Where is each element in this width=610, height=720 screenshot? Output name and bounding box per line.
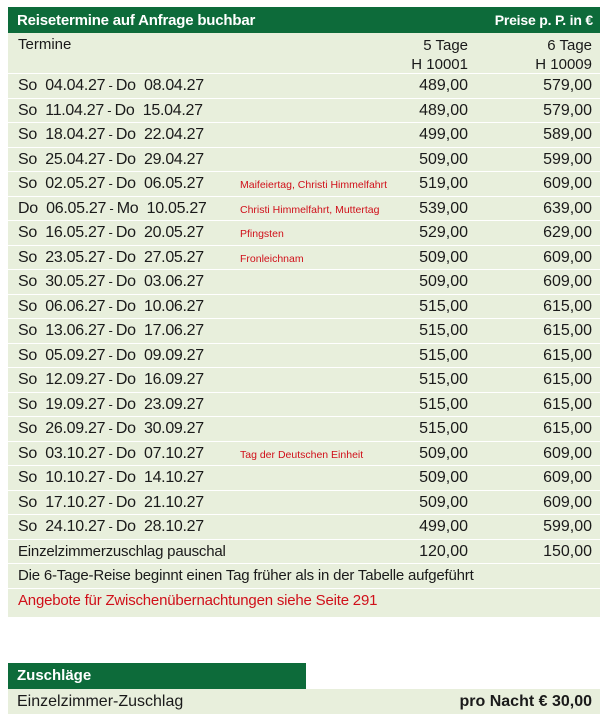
table-row xyxy=(8,123,600,148)
price-5-days: 515,00 xyxy=(419,297,468,315)
price-6-days: 615,00 xyxy=(543,297,592,315)
from-date: 16.05.27 xyxy=(45,224,106,241)
price-6-days: 579,00 xyxy=(543,77,592,94)
to-day: Do xyxy=(115,273,136,290)
single-room-surcharge-row xyxy=(8,540,600,565)
info-note-row xyxy=(8,564,600,589)
date-separator: - xyxy=(105,470,116,485)
to-date: 14.10.27 xyxy=(143,469,204,486)
from-day: So xyxy=(18,371,37,388)
date-separator: - xyxy=(105,372,116,387)
from-day: So xyxy=(18,493,37,511)
date-range xyxy=(18,466,204,491)
date-separator: - xyxy=(105,151,116,167)
table-row xyxy=(8,491,600,516)
date-range xyxy=(18,442,204,467)
from-day: So xyxy=(18,126,37,143)
price-6-days: 615,00 xyxy=(543,322,592,339)
to-date: 09.09.27 xyxy=(143,346,204,364)
to-day: Do xyxy=(115,420,136,437)
price-5-days: 499,00 xyxy=(419,126,468,143)
price-5-days: 509,00 xyxy=(419,150,468,168)
surcharges-header: Zuschläge xyxy=(8,663,306,689)
to-day: Do xyxy=(115,297,136,315)
table-row xyxy=(8,99,600,124)
from-date: 03.10.27 xyxy=(45,444,106,462)
from-day: So xyxy=(18,469,37,486)
to-date: 29.04.27 xyxy=(143,150,204,168)
to-day: Do xyxy=(115,150,136,168)
table-row xyxy=(8,515,600,540)
panel-title: Reisetermine auf Anfrage buchbar xyxy=(17,11,256,29)
column-6-days-label: 6 Tage xyxy=(547,37,592,54)
price-6-days: 589,00 xyxy=(543,126,592,143)
surcharges-row xyxy=(8,689,600,714)
from-day: So xyxy=(18,444,37,462)
holiday-note: Christi Himmelfahrt, Muttertag xyxy=(240,203,380,216)
to-date: 07.10.27 xyxy=(143,444,204,462)
from-date: 25.04.27 xyxy=(45,150,106,168)
from-date: 18.04.27 xyxy=(45,126,106,143)
to-date: 22.04.27 xyxy=(143,126,204,143)
table-row xyxy=(8,74,600,99)
date-separator: - xyxy=(103,102,115,118)
from-day: So xyxy=(18,346,37,364)
to-day: Do xyxy=(115,444,136,462)
holiday-note: Maifeiertag, Christi Himmelfahrt xyxy=(240,179,388,191)
price-label: Preise p. P. in € xyxy=(494,12,593,28)
from-day: So xyxy=(18,297,37,315)
price-5-days: 515,00 xyxy=(419,420,468,437)
to-date: 10.05.27 xyxy=(146,199,207,217)
date-range xyxy=(18,344,204,369)
price-5-days: 499,00 xyxy=(419,518,468,535)
from-day: So xyxy=(18,395,37,413)
table-row xyxy=(8,246,600,271)
price-5-days: 515,00 xyxy=(419,395,468,413)
date-range xyxy=(18,221,204,246)
table-row xyxy=(8,466,600,491)
price-5-days: 509,00 xyxy=(419,248,468,266)
table-row xyxy=(8,197,600,222)
price-5-days: 515,00 xyxy=(419,322,468,339)
to-day: Do xyxy=(115,175,136,192)
price-6-days: 609,00 xyxy=(543,444,592,462)
from-day: So xyxy=(18,518,37,535)
table-row xyxy=(8,442,600,467)
to-day: Do xyxy=(115,248,136,266)
surcharges-label: Einzelzimmer-Zuschlag xyxy=(17,693,184,710)
panel-header xyxy=(8,7,600,33)
holiday-note: Tag der Deutschen Einheit xyxy=(240,448,364,461)
price-6-days: 609,00 xyxy=(543,175,592,192)
date-separator: - xyxy=(105,519,116,534)
price-5-days: 489,00 xyxy=(419,101,468,119)
date-separator: - xyxy=(105,298,116,314)
to-day: Do xyxy=(115,518,136,535)
price-6-days: 639,00 xyxy=(543,199,592,217)
date-separator: - xyxy=(105,445,116,461)
date-separator: - xyxy=(105,176,116,191)
date-range xyxy=(18,515,204,540)
price-6-days: 609,00 xyxy=(543,469,592,486)
from-day: So xyxy=(18,273,37,290)
date-range xyxy=(18,270,204,295)
date-range xyxy=(18,148,204,173)
price-6-days: 599,00 xyxy=(543,150,592,168)
table-row xyxy=(8,344,600,369)
from-date: 19.09.27 xyxy=(45,395,106,413)
holiday-note: Fronleichnam xyxy=(240,252,304,265)
from-date: 10.10.27 xyxy=(45,469,106,486)
from-date: 17.10.27 xyxy=(45,493,106,511)
date-separator: - xyxy=(105,494,116,510)
price-5-days: 529,00 xyxy=(419,224,468,241)
to-day: Do xyxy=(115,77,136,94)
from-date: 04.04.27 xyxy=(45,77,106,94)
table-row xyxy=(8,148,600,173)
from-date: 02.05.27 xyxy=(45,175,106,192)
to-date: 06.05.27 xyxy=(143,175,204,192)
table-row xyxy=(8,368,600,393)
offer-note-row xyxy=(8,589,600,617)
travel-dates-panel xyxy=(8,7,600,617)
price-5-days: 509,00 xyxy=(419,444,468,462)
to-date: 23.09.27 xyxy=(143,395,204,413)
date-separator: - xyxy=(105,396,116,412)
to-day: Do xyxy=(115,224,136,241)
to-day: Do xyxy=(115,126,136,143)
from-date: 06.06.27 xyxy=(45,297,106,315)
date-separator: - xyxy=(105,323,116,338)
to-date: 28.10.27 xyxy=(143,518,204,535)
from-date: 23.05.27 xyxy=(45,248,106,266)
column-header-row xyxy=(8,33,600,74)
from-date: 13.06.27 xyxy=(45,322,106,339)
from-date: 11.04.27 xyxy=(45,101,104,119)
to-date: 08.04.27 xyxy=(143,77,204,94)
price-6-days: 579,00 xyxy=(543,101,592,119)
column-5-days-label: 5 Tage xyxy=(423,37,468,54)
date-rows xyxy=(8,74,600,540)
from-day: So xyxy=(18,248,37,266)
price-5-days: 519,00 xyxy=(419,175,468,192)
column-6-days-code: H 10009 xyxy=(535,56,592,73)
column-5-days-code: H 10001 xyxy=(411,56,468,73)
to-date: 16.09.27 xyxy=(143,371,204,388)
to-day: Do xyxy=(115,469,136,486)
to-day: Mo xyxy=(116,199,139,217)
to-date: 27.05.27 xyxy=(143,248,204,266)
from-day: So xyxy=(18,150,37,168)
to-day: Do xyxy=(115,395,136,413)
from-day: So xyxy=(18,101,37,119)
table-row xyxy=(8,221,600,246)
to-day: Do xyxy=(115,371,136,388)
price-5-days: 509,00 xyxy=(419,469,468,486)
from-day: So xyxy=(18,77,37,94)
from-date: 12.09.27 xyxy=(45,371,106,388)
from-date: 30.05.27 xyxy=(45,273,106,290)
date-separator: - xyxy=(105,347,116,363)
price-6-days: 599,00 xyxy=(543,518,592,535)
table-row xyxy=(8,270,600,295)
price-6-days: 609,00 xyxy=(543,273,592,290)
price-6-days: 615,00 xyxy=(543,420,592,437)
date-range xyxy=(18,295,204,320)
column-5-days xyxy=(411,36,468,74)
table-row xyxy=(8,393,600,418)
date-range xyxy=(18,246,204,271)
from-day: So xyxy=(18,420,37,437)
price-6-days: 615,00 xyxy=(543,395,592,413)
price-6-days: 609,00 xyxy=(543,248,592,266)
date-range xyxy=(18,491,204,516)
price-6-days: 615,00 xyxy=(543,346,592,364)
price-6-days: 629,00 xyxy=(543,224,592,241)
from-day: So xyxy=(18,224,37,241)
date-range xyxy=(18,74,204,99)
date-range xyxy=(18,393,204,418)
price-5-days: 515,00 xyxy=(419,371,468,388)
date-range xyxy=(18,417,204,442)
date-range xyxy=(18,319,204,344)
to-day: Do xyxy=(114,101,135,119)
from-date: 05.09.27 xyxy=(45,346,106,364)
holiday-note: Pfingsten xyxy=(240,228,284,240)
date-range xyxy=(18,368,204,393)
price-5-days: 509,00 xyxy=(419,273,468,290)
surcharge-price-5: 120,00 xyxy=(419,542,468,560)
column-6-days xyxy=(535,36,592,74)
to-day: Do xyxy=(115,322,136,339)
info-note: Die 6-Tage-Reise beginnt einen Tag früher als in der Tabelle aufgeführt xyxy=(18,567,474,584)
from-date: 06.05.27 xyxy=(46,199,107,217)
from-day: Do xyxy=(18,199,38,217)
from-date: 24.10.27 xyxy=(45,518,106,535)
date-separator: - xyxy=(105,225,116,240)
price-5-days: 489,00 xyxy=(419,77,468,94)
to-date: 30.09.27 xyxy=(143,420,204,437)
price-5-days: 509,00 xyxy=(419,493,468,511)
to-date: 03.06.27 xyxy=(143,273,204,290)
date-separator: - xyxy=(105,274,116,289)
price-5-days: 515,00 xyxy=(419,346,468,364)
date-range xyxy=(18,99,203,124)
surcharge-label: Einzelzimmerzuschlag pauschal xyxy=(18,542,226,560)
table-row xyxy=(8,319,600,344)
surcharge-price-6: 150,00 xyxy=(543,542,592,560)
date-range xyxy=(18,123,204,148)
to-date: 10.06.27 xyxy=(143,297,204,315)
column-termine: Termine xyxy=(18,36,72,53)
to-date: 20.05.27 xyxy=(143,224,204,241)
from-date: 26.09.27 xyxy=(45,420,106,437)
date-separator: - xyxy=(105,249,116,265)
date-separator: - xyxy=(106,200,117,216)
date-range xyxy=(18,172,204,197)
from-day: So xyxy=(18,322,37,339)
table-row xyxy=(8,172,600,197)
to-date: 17.06.27 xyxy=(143,322,204,339)
date-range xyxy=(18,197,207,222)
price-6-days: 615,00 xyxy=(543,371,592,388)
price-6-days: 609,00 xyxy=(543,493,592,511)
from-day: So xyxy=(18,175,37,192)
to-day: Do xyxy=(115,346,136,364)
price-5-days: 539,00 xyxy=(419,199,468,217)
to-day: Do xyxy=(115,493,136,511)
table-row xyxy=(8,417,600,442)
date-separator: - xyxy=(105,127,116,142)
table-row xyxy=(8,295,600,320)
surcharges-value: pro Nacht € 30,00 xyxy=(459,693,592,710)
offer-note: Angebote für Zwischenübernachtungen siehe Seite 291 xyxy=(18,591,378,609)
to-date: 21.10.27 xyxy=(143,493,204,511)
to-date: 15.04.27 xyxy=(142,101,203,119)
date-separator: - xyxy=(105,78,116,93)
date-separator: - xyxy=(105,421,116,436)
